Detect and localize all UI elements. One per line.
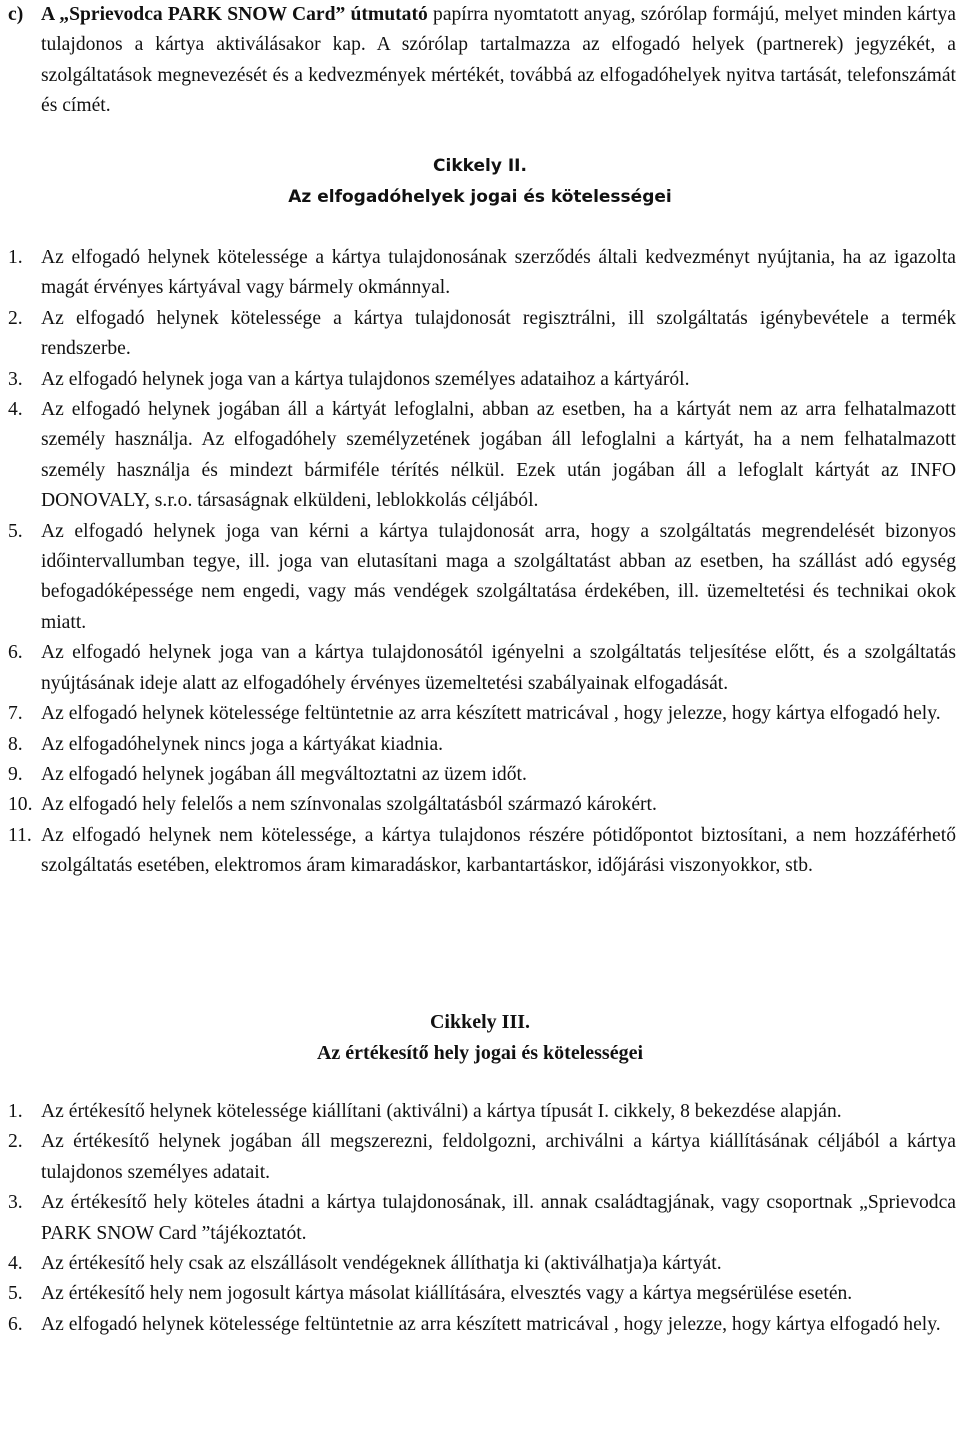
section3-list	[8, 1097, 956, 1340]
list-item	[8, 395, 956, 517]
item-text: Az elfogadó helynek joga van kérni a kártya tulajdonosát arra, hogy a szolgáltatás megrendelését bizonyos időintervallumban tegye, ill. joga van elutasítani maga a szolgáltatást abban az esetben, ha szállást adó egység befogadóképessége nem engedi, vagy más vendégek szolgáltatása érdekében, ill. üzemeltetési és technikai okok miatt.	[41, 520, 956, 633]
item-text: Az elfogadó helynek kötelessége feltüntetnie az arra készített matricával , hogy jelezze, hogy kártya elfogadó hely.	[41, 1313, 941, 1335]
item-number: 3.	[8, 1192, 23, 1214]
item-number: 8.	[8, 733, 23, 755]
intro-bold-text: A „Sprievodca PARK SNOW Card” útmutató	[41, 4, 428, 25]
item-number: 3.	[8, 368, 23, 390]
section2-title: Cikkely II.	[433, 156, 527, 176]
section3-subtitle: Az értékesítő hely jogai és kötelességei	[316, 1042, 643, 1064]
item-text: Az értékesítő hely csak az elszállásolt vendégeknek állíthatja ki (aktiválhatja)a kártyát.	[41, 1253, 722, 1275]
item-text: Az elfogadó helynek jogában áll megváltoztatni az üzem időt.	[41, 763, 527, 785]
item-number: 5.	[8, 520, 23, 542]
list-item	[8, 730, 956, 760]
list-item	[8, 1249, 956, 1279]
item-number: 1.	[8, 1101, 23, 1122]
list-item	[8, 638, 956, 699]
section2-subtitle: Az elfogadóhelyek jogai és kötelességei	[288, 187, 672, 207]
list-item	[8, 699, 956, 729]
item-number: 11.	[8, 824, 32, 846]
list-item	[8, 760, 956, 790]
item-text: Az értékesítő hely köteles átadni a kártya tulajdonosának, ill. annak családtagjának, vagy csoportnak „Sprievodca PARK SNOW Card ”tájékoztatót.	[41, 1192, 956, 1244]
item-text: Az elfogadó helynek joga van a kártya tulajdonos személyes adataihoz a kártyáról.	[41, 368, 690, 390]
list-item	[8, 821, 956, 882]
list-item	[8, 365, 956, 395]
item-number: 4.	[8, 1253, 23, 1275]
item-text: Az elfogadó helynek kötelessége a kártya tulajdonosának szerződés általi kedvezményt nyújtania, ha az igazolta magát érvényes kártyával vagy bármely okmánnyal.	[41, 247, 956, 299]
item-text: Az elfogadó hely felelős a nem színvonalas szolgáltatásból származó károkért.	[41, 794, 657, 816]
intro-rest-text: papírra nyomtatott anyag, szórólap formájú, melyet minden kártya tulajdonos a kártya aktiválásakor kap. A szórólap tartalmazza az elfogadó helyek (partnerek) jegyzékét, a szolgáltatások megnevezését és a kedvezmények mértékét, továbbá az elfogadóhelyek nyitva tartását, telefonszámát és címét.	[41, 4, 956, 117]
item-text: Az értékesítő helynek jogában áll megszerezni, feldolgozni, archiválni a kártya kiállításának céljából a kártya tulajdonos személyes adatait.	[41, 1131, 956, 1183]
list-item	[8, 1097, 956, 1127]
list-item	[8, 304, 956, 365]
item-number: 7.	[8, 703, 23, 725]
item-text: Az értékesítő hely nem jogosult kártya másolat kiállítására, elvesztés vagy a kártya megsérülése esetén.	[41, 1283, 853, 1305]
item-number: 6.	[8, 642, 23, 664]
item-text: Az elfogadó helynek kötelessége feltüntetnie az arra készített matricával , hogy jelezze, hogy kártya elfogadó hely.	[41, 703, 941, 725]
item-text: Az értékesítő helynek kötelessége kiállítani (aktiválni) a kártya típusát I. cikkely, 8 bekezdése alapján.	[41, 1101, 842, 1122]
list-item	[8, 1127, 956, 1188]
item-text: Az elfogadó helynek nem kötelessége, a kártya tulajdonos részére pótidőpontot biztosítani, a nem hozzáférhető szolgáltatás esetében, elektromos áram kimaradáskor, karbantartáskor, időjárási viszonyokkor, stb.	[41, 824, 956, 877]
list-item	[8, 1310, 956, 1340]
item-number: 1.	[8, 247, 23, 268]
item-text: Az elfogadó helynek kötelessége a kártya tulajdonosát regisztrálni, ill szolgáltatás igénybevétele a termék rendszerbe.	[41, 307, 956, 360]
item-number: 5.	[8, 1283, 23, 1305]
list-item	[8, 243, 956, 304]
list-item	[8, 517, 956, 639]
list-item	[8, 1279, 956, 1309]
list-item	[8, 1188, 956, 1249]
item-number: 4.	[8, 399, 23, 421]
item-number: 2.	[8, 307, 23, 329]
item-number: 2.	[8, 1131, 23, 1153]
item-text: Az elfogadóhelynek nincs joga a kártyákat kiadnia.	[41, 733, 444, 755]
section2-list	[8, 243, 956, 882]
item-number: 9.	[8, 763, 23, 785]
item-number: 6.	[8, 1313, 23, 1335]
item-text: Az elfogadó helynek joga van a kártya tulajdonosától igényelni a szolgáltatás teljesítése előtt, és a szolgáltatás nyújtásának ideje alatt az elfogadóhely érvényes üzemeltetési szabályainak elfogadását.	[41, 642, 956, 694]
intro-number: c)	[8, 4, 24, 25]
item-text: Az elfogadó helynek jogában áll a kártyát lefoglalni, abban az esetben, ha a kártyát nem az arra felhatalmazott személy használja. Az elfogadóhely személyzetének jogában áll lefoglalni a kártyát, ha a nem felhatalmazott személy használja és mindezt bármiféle térítés nélkül. Ezek után jogában áll a lefoglalt kártyát az INFO DONOVALY, s.r.o. társaságnak elküldeni, leblokkolás céljából.	[41, 399, 956, 512]
section3-title: Cikkely III.	[429, 1011, 531, 1033]
list-item	[8, 790, 956, 820]
intro-paragraph	[8, 0, 956, 122]
item-number: 10.	[8, 794, 33, 816]
intro-text	[41, 0, 956, 122]
